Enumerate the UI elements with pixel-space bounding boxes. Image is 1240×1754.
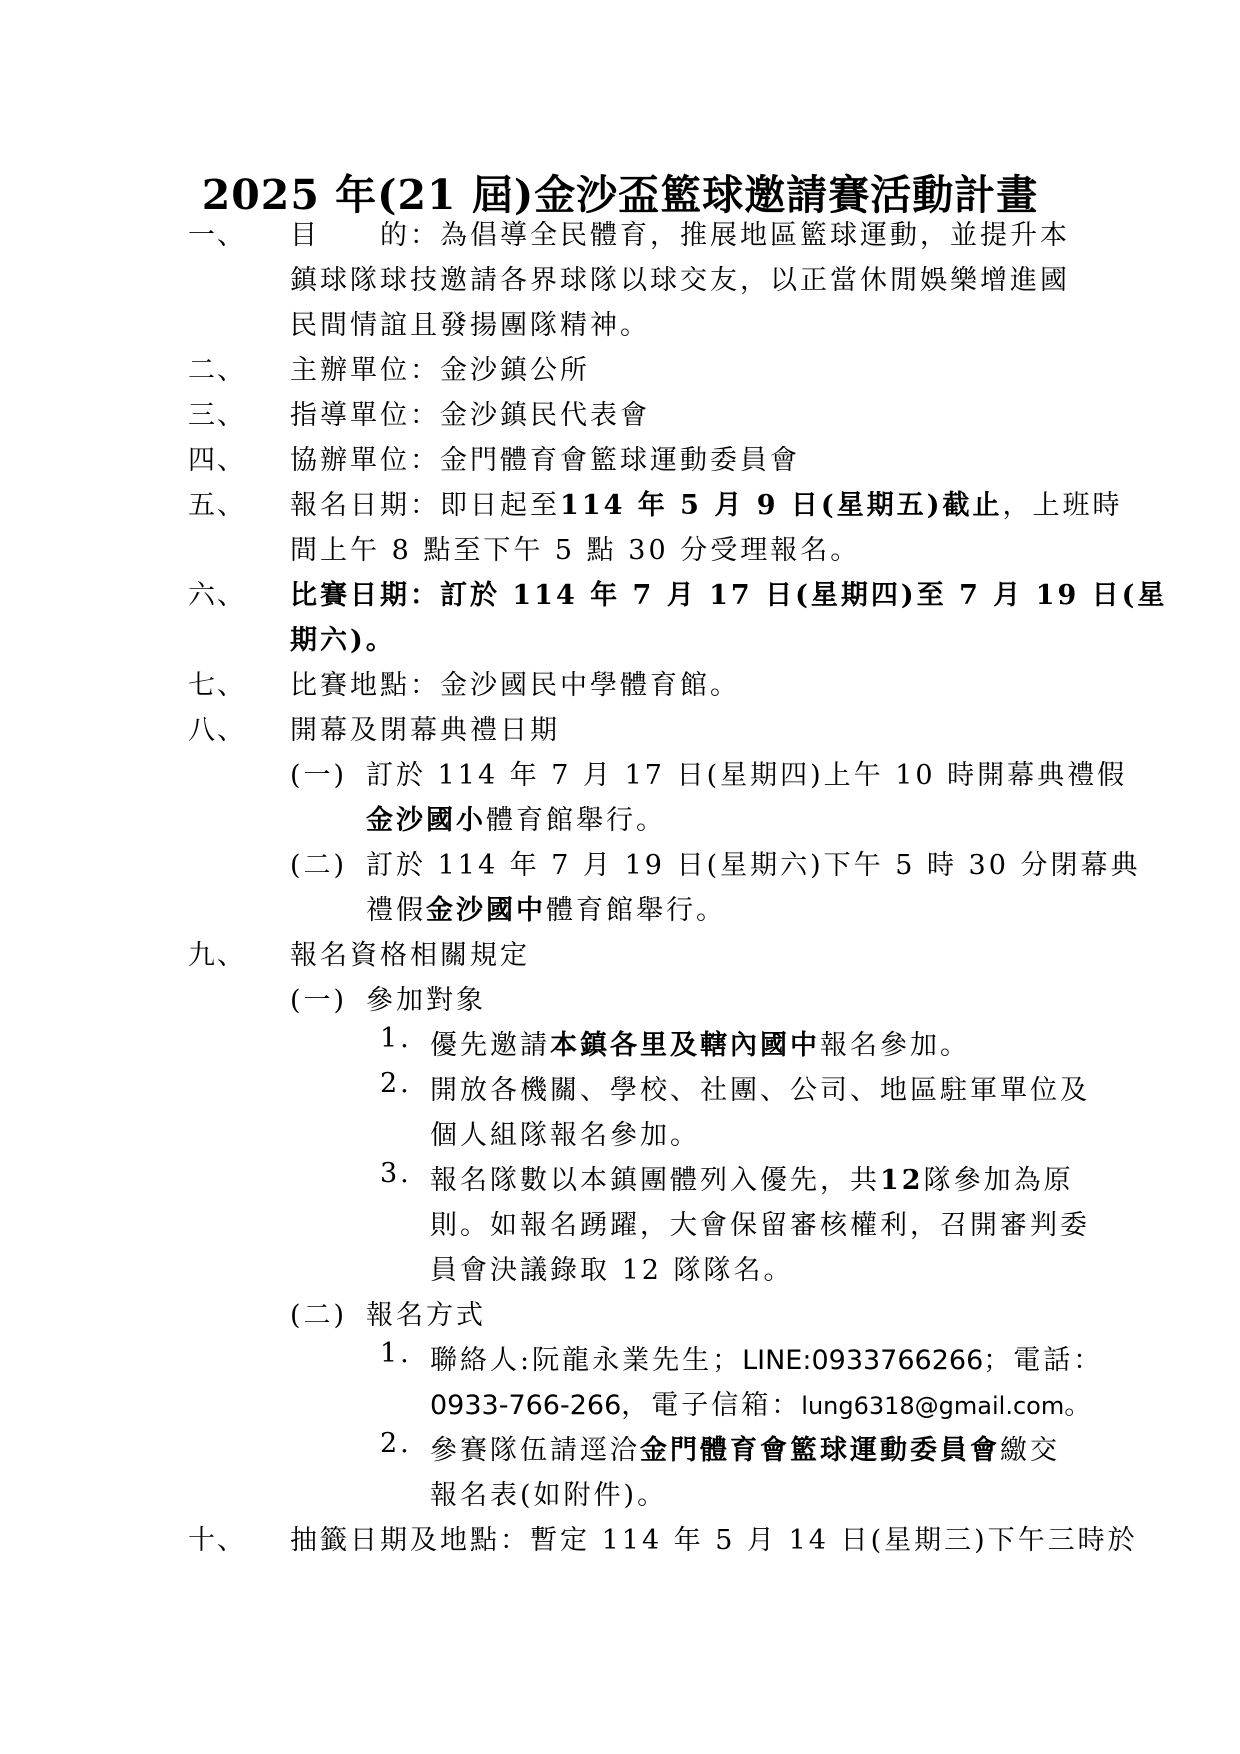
item-text: [430, 1428, 1060, 1467]
text-run: 。: [1064, 1390, 1095, 1421]
item-text: 開放各機關、學校、社團、公司、地區駐軍單位及: [430, 1075, 1090, 1106]
section-number: 十、: [188, 1525, 246, 1556]
section-number: 七、: [188, 670, 246, 701]
section-text: 目 的：為倡導全民體育，推展地區籃球運動，並提升本: [290, 220, 1070, 251]
text-run: ，上班時: [1002, 490, 1123, 521]
section-number: 九、: [188, 940, 246, 971]
section-text: 比賽地點：金沙國民中學體育館。: [290, 670, 740, 701]
team-count-highlight: 12: [880, 1165, 924, 1196]
subsection-text: [366, 798, 666, 837]
deadline-highlight: 114 年 5 月 9 日(星期五)截止: [560, 490, 1003, 521]
text-run: 聯絡人:阮龍永業先生；: [430, 1345, 743, 1376]
highlight-text: 本鎮各里及轄內國中: [550, 1030, 820, 1061]
section-text: 期六)。: [290, 625, 396, 656]
subsection-text: 參加對象: [366, 985, 486, 1016]
section-number: 一、: [188, 220, 246, 251]
section-number: 二、: [188, 355, 246, 386]
section-text: 比賽日期：訂於 114 年 7 月 17 日(星期四)至 7 月 19 日(星: [290, 580, 1168, 611]
item-number: 2.: [380, 1068, 412, 1099]
document-title: 2025 年(21 屆)金沙盃籃球邀請賽活動計畫: [201, 171, 1039, 219]
subsection-text: [366, 888, 726, 927]
subsection-text: 訂於 114 年 7 月 17 日(星期四)上午 10 時開幕典禮假: [366, 760, 1128, 791]
section-text: 報名資格相關規定: [290, 940, 530, 971]
section-text: 指導單位：金沙鎮民代表會: [290, 400, 650, 431]
subsection-number: (一): [290, 760, 348, 791]
item-text: 報名表(如附件)。: [430, 1480, 668, 1511]
text-run: 報名參加。: [820, 1030, 970, 1061]
item-number: 1.: [380, 1023, 412, 1054]
text-run: 禮假: [366, 895, 426, 926]
section-text: 抽籤日期及地點：暫定 114 年 5 月 14 日(星期三)下午三時於: [290, 1525, 1138, 1556]
text-run: ；電話：: [983, 1345, 1104, 1376]
email-link[interactable]: lung6318@gmail.com: [801, 1392, 1065, 1420]
item-text: [430, 1338, 1103, 1377]
text-run: 報名隊數以本鎮團體列入優先，共: [430, 1165, 880, 1196]
subsection-number: (一): [290, 985, 348, 1016]
section-text: 協辦單位：金門體育會籃球運動委員會: [290, 445, 800, 476]
text-run: 體育館舉行。: [486, 805, 666, 836]
section-text: 鎮球隊球技邀請各界球隊以球交友，以正當休閒娛樂增進國: [290, 265, 1070, 296]
venue-highlight: 金沙國小: [366, 805, 486, 836]
item-text: [430, 1383, 1094, 1422]
organizer-highlight: 金門體育會籃球運動委員會: [640, 1435, 1000, 1466]
section-text: 開幕及閉幕典禮日期: [290, 715, 560, 746]
phone-number: 0933-766-266: [430, 1390, 622, 1421]
section-text: 民間情誼且發揚團隊精神。: [290, 310, 650, 341]
section-number: 三、: [188, 400, 246, 431]
item-number: 1.: [380, 1338, 412, 1369]
line-id: LINE:0933766266: [742, 1345, 984, 1376]
text-run: 繳交: [1000, 1435, 1060, 1466]
item-text: [430, 1158, 1074, 1197]
section-number: 四、: [188, 445, 246, 476]
text-run: 隊參加為原: [923, 1165, 1074, 1196]
item-text: 員會決議錄取 12 隊隊名。: [430, 1255, 794, 1286]
subsection-text: 訂於 114 年 7 月 19 日(星期六)下午 5 時 30 分閉幕典: [366, 850, 1141, 881]
text-run: 優先邀請: [430, 1030, 550, 1061]
section-text: 主辦單位：金沙鎮公所: [290, 355, 590, 386]
item-text: 則。如報名踴躍，大會保留審核權利，召開審判委: [430, 1210, 1090, 1241]
section-number: 六、: [188, 580, 246, 611]
venue-highlight: 金沙國中: [426, 895, 546, 926]
subsection-text: 報名方式: [366, 1300, 486, 1331]
text-run: ，電子信箱：: [621, 1390, 802, 1421]
text-run: 參賽隊伍請逕洽: [430, 1435, 640, 1466]
section-text: [290, 483, 1122, 522]
section-number: 八、: [188, 715, 246, 746]
subsection-number: (二): [290, 1300, 348, 1331]
section-number: 五、: [188, 490, 246, 521]
section-text: 間上午 8 點至下午 5 點 30 分受理報名。: [290, 535, 861, 566]
item-text: 個人組隊報名參加。: [430, 1120, 700, 1151]
text-run: 報名日期：即日起至: [290, 490, 560, 521]
subsection-number: (二): [290, 850, 348, 881]
item-number: 3.: [380, 1158, 412, 1189]
item-number: 2.: [380, 1428, 412, 1459]
item-text: [430, 1023, 970, 1062]
text-run: 體育館舉行。: [546, 895, 726, 926]
